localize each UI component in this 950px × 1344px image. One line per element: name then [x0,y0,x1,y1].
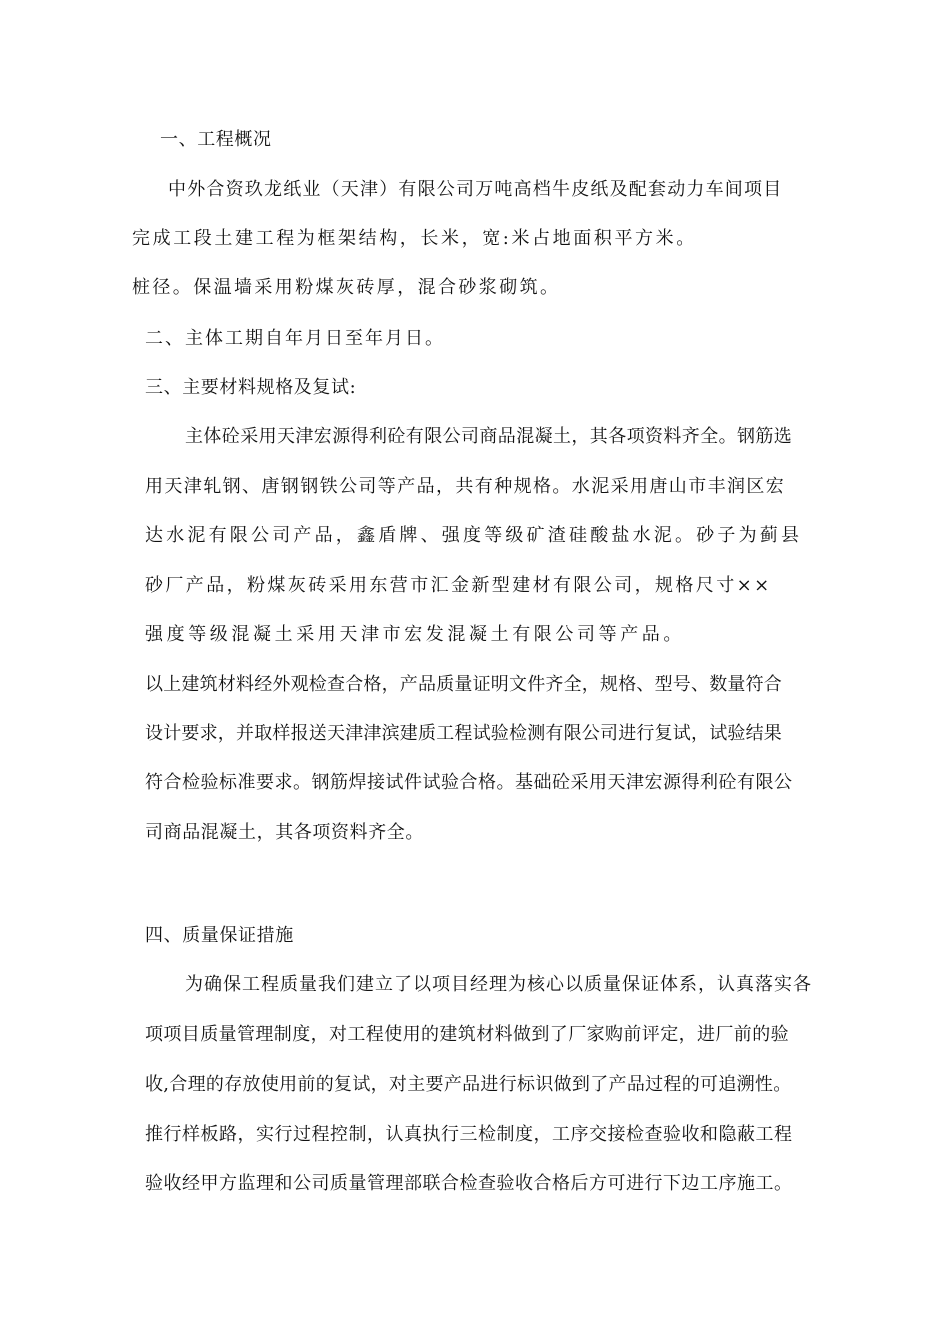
paragraph-line: 推行样板路，实行过程控制，认真执行三检制度，工序交接检查验收和隐蔽工程 [145,1124,793,1145]
paragraph-line: 司商品混凝土，其各项资料齐全。 [145,822,424,843]
paragraph-line: 完成工段土建工程为框架结构，长米，宽:米占地面积平方米。 [132,228,697,249]
paragraph-line: 符合检验标准要求。钢筋焊接试件试验合格。基础砼采用天津宏源得利砼有限公 [145,772,793,793]
section-heading-overview: 一、工程概况 [160,129,272,150]
paragraph-line: 用天津轧钢、唐钢钢铁公司等产品，共有种规格。水泥采用唐山市丰润区宏 [145,476,786,497]
section-heading-quality: 四、质量保证措施 [145,925,294,946]
paragraph-line: 强度等级混凝土采用天津市宏发混凝土有限公司等产品。 [145,624,685,645]
section-heading-materials: 三、主要材料规格及复试: [145,377,357,398]
paragraph-line: 以上建筑材料经外观检查合格，产品质量证明文件齐全，规格、型号、数量符合 [145,674,782,695]
paragraph-line: 验收经甲方监理和公司质量管理部联合检查验收合格后方可进行下边工序施工。 [145,1173,793,1194]
section-heading-schedule: 二、主体工期自年月日至年月日。 [145,328,445,349]
paragraph-line: 主体砼采用天津宏源得利砼有限公司商品混凝土，其各项资料齐全。钢筋选 [185,426,793,447]
paragraph-line: 收,合理的存放使用前的复试，对主要产品进行标识做到了产品过程的可追溯性。 [145,1074,792,1095]
paragraph-line: 项项目质量管理制度，对工程使用的建筑材料做到了厂家购前评定，进厂前的验 [145,1024,789,1045]
paragraph-line: 达水泥有限公司产品，鑫盾牌、强度等级矿渣硅酸盐水泥。砂子为蓟县 [145,525,803,546]
paragraph-line: 设计要求，并取样报送天津津滨建质工程试验检测有限公司进行复试，试验结果 [145,723,782,744]
paragraph-line: 砂厂产品，粉煤灰砖采用东营市汇金新型建材有限公司，规格尺寸×× [145,575,772,596]
paragraph-line: 中外合资玖龙纸业（天津）有限公司万吨高档牛皮纸及配套动力车间项目 [168,179,783,200]
paragraph-line: 为确保工程质量我们建立了以项目经理为核心以质量保证体系，认真落实各 [185,974,812,995]
paragraph-line: 桩径。保温墙采用粉煤灰砖厚，混合砂浆砌筑。 [132,277,561,298]
